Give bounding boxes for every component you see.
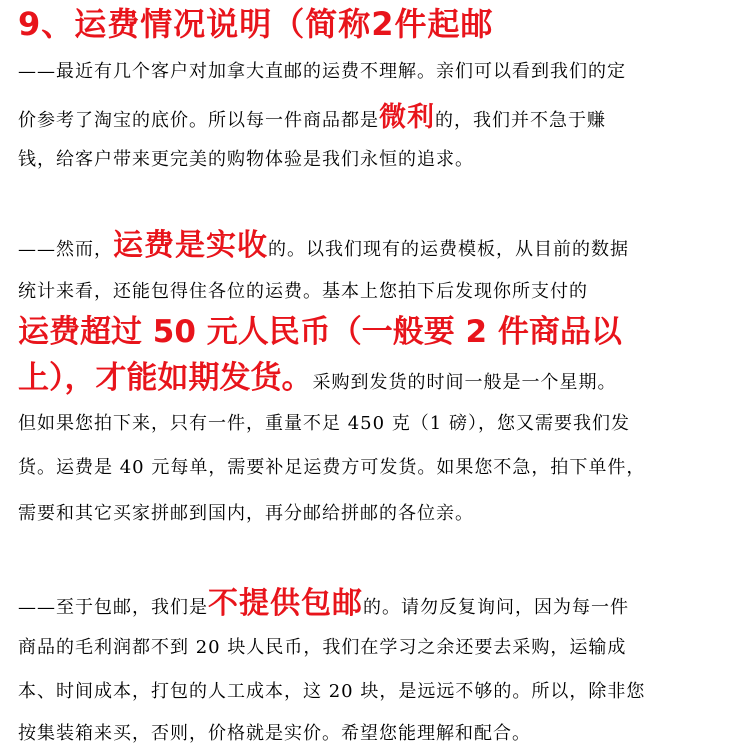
- paragraph-3-text: ——至于包邮，我们是: [18, 597, 208, 618]
- section-title: 9、运费情况说明（简称2件起邮: [18, 5, 494, 43]
- paragraph-1-line-1: ——最近有几个客户对加拿大直邮的运费不理解。亲们可以看到我们的定: [18, 61, 626, 82]
- paragraph-2-line-2: 统计来看，还能包得住各位的运费。基本上您拍下后发现你所支付的: [18, 281, 588, 302]
- paragraph-1-line-3: 钱，给客户带来更完美的购物体验是我们永恒的追求。: [18, 149, 474, 170]
- paragraph-3-line-3: 本、时间成本，打包的人工成本，这 20 块，是远远不够的。所以，除非您: [18, 681, 646, 702]
- paragraph-2-line-5: 但如果您拍下来，只有一件，重量不足 450 克（1 磅），您又需要我们发: [18, 413, 630, 434]
- paragraph-1-text: 的，我们并不急于赚: [435, 110, 606, 131]
- paragraph-2-line-7: 需要和其它买家拼邮到国内，再分邮给拼邮的各位亲。: [18, 503, 474, 524]
- paragraph-1-text: 价参考了淘宝的底价。所以每一件商品都是: [18, 110, 379, 131]
- highlight-slim-profit: 微利: [379, 102, 435, 133]
- highlight-over-50-yuan: 运费超过 50 元人民币（一般要 2 件商品以: [18, 314, 622, 350]
- paragraph-2-text: 的。以我们现有的运费模板，从目前的数据: [268, 239, 629, 260]
- paragraph-2-line-4: [18, 358, 617, 403]
- paragraph-1-line-2: [18, 100, 606, 139]
- paragraph-2-line-1: [18, 228, 629, 268]
- highlight-shipping-actual: 运费是实收: [113, 228, 268, 263]
- paragraph-2-line-6: 货。运费是 40 元每单，需要补足运费方可发货。如果您不急，拍下单件，: [18, 457, 646, 478]
- highlight-ship-on-time: 上），才能如期发货。: [18, 360, 313, 396]
- paragraph-3-line-4: 按集装箱来买，否则，价格就是实价。希望您能理解和配合。: [18, 723, 531, 744]
- paragraph-3-text: 的。请勿反复询问，因为每一件: [363, 597, 629, 618]
- paragraph-2-text: 采购到发货的时间一般是一个星期。: [312, 372, 617, 393]
- paragraph-3-line-2: 商品的毛利润都不到 20 块人民币，我们在学习之余还要去采购，运输成: [18, 637, 627, 658]
- highlight-no-free-shipping: 不提供包邮: [208, 586, 363, 621]
- paragraph-2-text: ——然而，: [18, 239, 113, 260]
- paragraph-3-line-1: [18, 586, 629, 626]
